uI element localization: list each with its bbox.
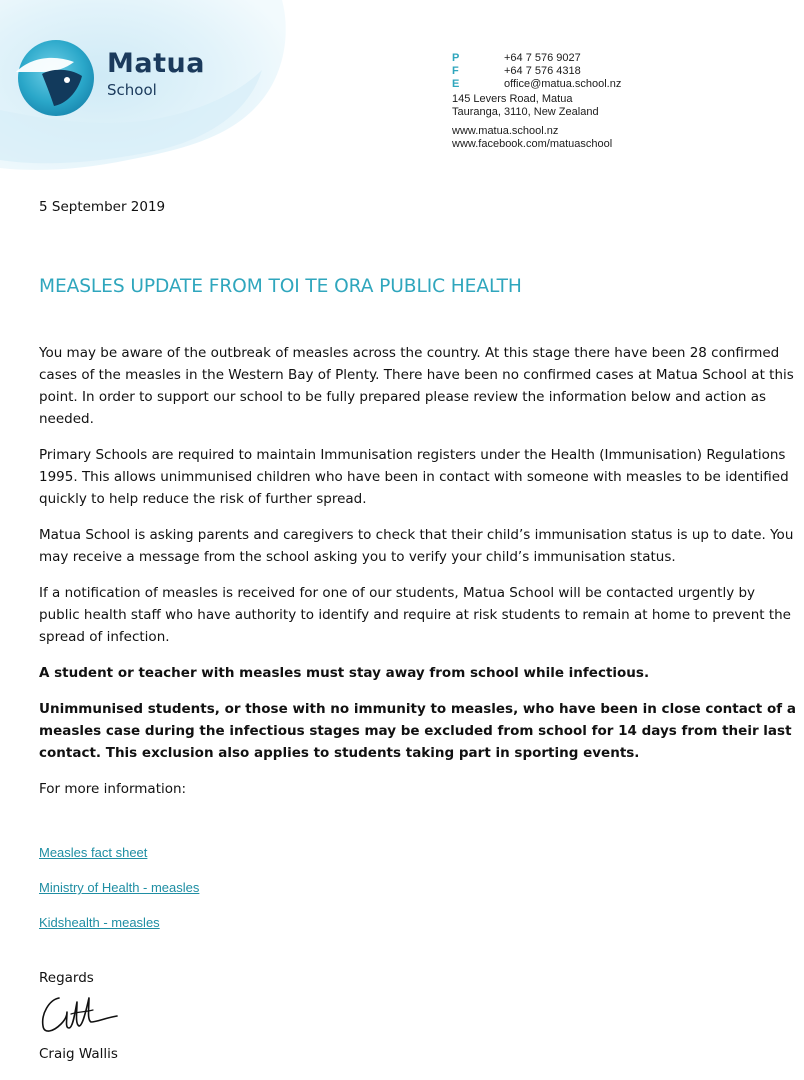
fax-number: +64 7 576 4318 xyxy=(504,65,581,77)
website-link[interactable]: www.matua.school.nz xyxy=(452,125,559,137)
school-logo-icon xyxy=(12,32,100,120)
address-line-1: 145 Levers Road, Matua xyxy=(452,93,573,105)
signer-name: Craig Wallis xyxy=(39,1046,118,1062)
brand xyxy=(107,49,205,99)
link-kidshealth[interactable]: Kidshealth - measles xyxy=(39,915,160,930)
paragraph-registers: Primary Schools are required to maintain Immunisation registers under the Health (Immunisation) Regulations 1995. This allows unimmunised children who have been in contact with someone with measles to be identified quickly to help reduce the risk of further spread. xyxy=(39,447,789,507)
facebook-link[interactable]: www.facebook.com/matuaschool xyxy=(452,138,613,150)
paragraph-more-info: For more information: xyxy=(39,781,187,797)
letter-heading: MEASLES UPDATE FROM TOI TE ORA PUBLIC HEALTH xyxy=(39,276,522,297)
email-address[interactable]: office@matua.school.nz xyxy=(504,78,622,90)
contact-block xyxy=(452,52,621,151)
closing: Regards xyxy=(39,970,94,986)
paragraph-stay-away: A student or teacher with measles must stay away from school while infectious. xyxy=(39,665,650,681)
contact-key: E xyxy=(452,78,460,90)
signature xyxy=(37,990,119,1038)
phone-number[interactable]: +64 7 576 9027 xyxy=(504,52,581,64)
letter-date: 5 September 2019 xyxy=(39,199,166,215)
paragraph-exclusion: Unimmunised students, or those with no immunity to measles, who have been in close contact of a measles case during the infectious stages may be excluded from school for 14 days from their last contact. This exclusion also applies to students taking part in sporting events. xyxy=(39,701,796,761)
letter-body xyxy=(39,342,799,800)
paragraph-intro: You may be aware of the outbreak of measles across the country. At this stage there have been 28 confirmed cases of the measles in the Western Bay of Plenty. There have been no confirmed cases at Matua School at this point. In order to support our school to be fully prepared please review the information below and action as needed. xyxy=(39,345,794,427)
address-line-2: Tauranga, 3110, New Zealand xyxy=(452,106,599,118)
paragraph-check-status: Matua School is asking parents and caregivers to check that their child’s immunisation status is up to date. You may receive a message from the school asking you to verify your child’s immunisation status. xyxy=(39,527,794,565)
brand-name: Matua xyxy=(107,48,205,79)
contact-fax-row xyxy=(452,65,621,78)
brand-subtitle: School xyxy=(107,81,157,99)
link-ministry-of-health[interactable]: Ministry of Health - measles xyxy=(39,880,200,895)
link-measles-fact-sheet[interactable]: Measles fact sheet xyxy=(39,845,148,860)
contact-email-row xyxy=(452,78,621,91)
paragraph-notification: If a notification of measles is received for one of our students, Matua School will be contacted urgently by public health staff who have authority to identify and require at risk students to remain at home to prevent the spread of infection. xyxy=(39,585,791,645)
contact-key: P xyxy=(452,52,460,64)
contact-phone-row xyxy=(452,52,621,65)
contact-key: F xyxy=(452,65,459,77)
